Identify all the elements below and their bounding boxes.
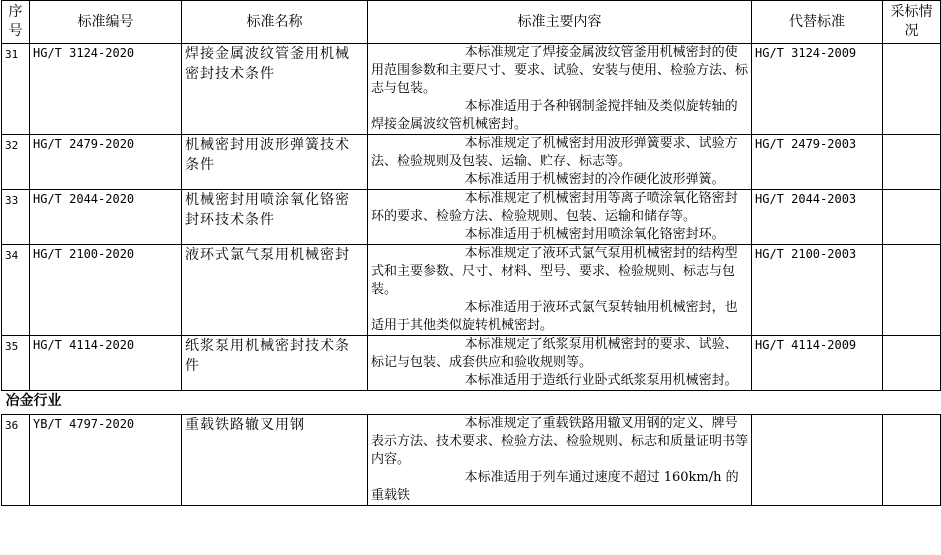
row-replaces: HG/T 2100-2003 [752, 245, 883, 336]
table-row [2, 415, 941, 506]
row-name: 重载铁路辙叉用钢 [182, 415, 368, 506]
section-title: 冶金行业 [2, 391, 941, 415]
row-replaces: HG/T 2479-2003 [752, 135, 883, 190]
header-content: 标准主要内容 [368, 1, 752, 44]
content-paragraph: 本标准适用于机械密封用喷涂氧化铬密封环。 [464, 227, 725, 242]
row-content [368, 44, 752, 135]
row-name: 焊接金属波纹管釜用机械密封技术条件 [182, 44, 368, 135]
content-paragraph: 本标准适用于列车通过速度不超过 160km/h 的重载铁 [371, 470, 739, 503]
row-adopt [883, 44, 941, 135]
row-replaces: HG/T 4114-2009 [752, 336, 883, 391]
row-adopt [883, 135, 941, 190]
header-seq: 序号 [2, 1, 30, 44]
row-code: HG/T 2479-2020 [30, 135, 182, 190]
content-paragraph: 本标准规定了机械密封用波形弹簧要求、试验方法、检验规则及包装、运输、贮存、标志等。 [371, 136, 738, 169]
content-paragraph: 本标准规定了重载铁路用辙叉用钢的定义、牌号表示方法、技术要求、检验方法、检验规则、标志和质量证明书等内容。 [371, 416, 749, 467]
row-code: HG/T 2044-2020 [30, 190, 182, 245]
content-paragraph: 本标准规定了纸浆泵用机械密封的要求、试验、标记与包装、成套供应和验收规则等。 [371, 337, 738, 370]
row-seq: 35 [2, 336, 30, 391]
header-replaces: 代替标准 [752, 1, 883, 44]
row-name: 机械密封用波形弹簧技术条件 [182, 135, 368, 190]
table-body-before [2, 44, 941, 391]
row-name: 机械密封用喷涂氧化铬密封环技术条件 [182, 190, 368, 245]
row-seq: 32 [2, 135, 30, 190]
header-code: 标准编号 [30, 1, 182, 44]
row-adopt [883, 336, 941, 391]
row-adopt [883, 190, 941, 245]
row-code: HG/T 2100-2020 [30, 245, 182, 336]
table-row [2, 190, 941, 245]
table-row [2, 336, 941, 391]
row-name: 液环式氯气泵用机械密封 [182, 245, 368, 336]
section-row [2, 391, 941, 415]
row-code: YB/T 4797-2020 [30, 415, 182, 506]
header-row [2, 1, 941, 44]
row-seq: 36 [2, 415, 30, 506]
header-name: 标准名称 [182, 1, 368, 44]
content-paragraph: 本标准适用于液环式氯气泵转轴用机械密封，也适用于其他类似旋转机械密封。 [371, 300, 738, 333]
row-content [368, 135, 752, 190]
row-replaces: HG/T 2044-2003 [752, 190, 883, 245]
row-code: HG/T 4114-2020 [30, 336, 182, 391]
row-code: HG/T 3124-2020 [30, 44, 182, 135]
content-paragraph: 本标准规定了液环式氯气泵用机械密封的结构型式和主要参数、尺寸、材料、型号、要求、检验规则、标志与包装。 [371, 246, 738, 297]
content-paragraph: 本标准适用于造纸行业卧式纸浆泵用机械密封。 [464, 373, 738, 388]
row-seq: 34 [2, 245, 30, 336]
content-paragraph: 本标准适用于机械密封的冷作硬化波形弹簧。 [464, 172, 725, 187]
section-body [2, 391, 941, 415]
row-content [368, 336, 752, 391]
table-row [2, 135, 941, 190]
content-paragraph: 本标准适用于各种钢制釜搅拌轴及类似旋转轴的焊接金属波纹管机械密封。 [371, 99, 738, 132]
row-replaces [752, 415, 883, 506]
row-name: 纸浆泵用机械密封技术条件 [182, 336, 368, 391]
table-row [2, 44, 941, 135]
row-content [368, 415, 752, 506]
header-adopt: 采标情况 [883, 1, 941, 44]
row-content [368, 190, 752, 245]
table-row [2, 245, 941, 336]
content-paragraph: 本标准规定了焊接金属波纹管釜用机械密封的使用范围参数和主要尺寸、要求、试验、安装与使用、检验方法、标志与包装。 [371, 45, 749, 96]
row-content [368, 245, 752, 336]
standards-table [1, 0, 941, 506]
row-adopt [883, 415, 941, 506]
table-body-after [2, 415, 941, 506]
row-seq: 33 [2, 190, 30, 245]
row-adopt [883, 245, 941, 336]
content-paragraph: 本标准规定了机械密封用等离子喷涂氧化铬密封环的要求、检验方法、检验规则、包装、运输和储存等。 [371, 191, 738, 224]
row-seq: 31 [2, 44, 30, 135]
row-replaces: HG/T 3124-2009 [752, 44, 883, 135]
